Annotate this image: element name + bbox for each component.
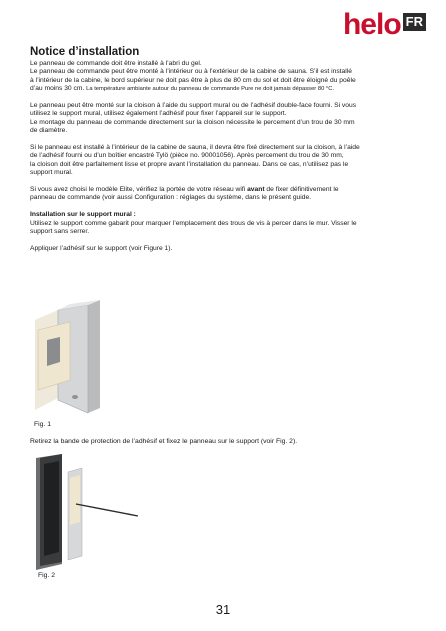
- paragraph-inside-cabin: Si le panneau est installé à l’intérieur de la cabine de sauna, il devra être fixé directement sur la cloison, à l’aide de l’adhésif fourni ou d’un boîtier encastré Tylö (pièce no. 90001056). Après percement du trou de 30 mm, la cloison doit être parfaitement lisse et propre avant l’installation du panneau. Dans ce cas, n’utilisez pas le support mural.: [30, 144, 360, 177]
- fig2-adhesive: [70, 475, 80, 525]
- temperature-note: La température ambiante autour du panneau de commande Pure ne doit jamais dépasser 80 °C.: [86, 86, 335, 93]
- main-content: [30, 46, 420, 253]
- wall-mount-text: Utilisez le support comme gabarit pour marquer l’emplacement des trous de vis à percer dans le mur. Visser le support sans serrer.: [30, 219, 357, 236]
- logo-wordmark: helo: [342, 8, 401, 41]
- fig1-bracket-side: [88, 300, 100, 413]
- helo-logo: [343, 10, 426, 40]
- fig2-screwdriver: [76, 504, 138, 516]
- figure-1-wall-bracket: [30, 300, 220, 415]
- paragraph-location: [30, 60, 420, 94]
- fig1-screw-hole: [72, 395, 78, 399]
- figure-2-panel-mounting: [30, 452, 140, 570]
- figure-2-caption: Fig. 2: [38, 572, 55, 579]
- fig1-pad-cutout: [47, 337, 60, 366]
- fig2-panel-screen: [44, 461, 59, 556]
- figure-1-caption: Fig. 1: [34, 421, 51, 428]
- step-adhesive: Appliquer l’adhésif sur le support (voir Figure 1).: [30, 244, 173, 252]
- page-heading: Notice d’installation: [30, 46, 140, 58]
- page-number: 31: [215, 602, 231, 617]
- wall-mount-heading: Installation sur le support mural :: [30, 211, 136, 219]
- paragraph-location-text: Le panneau de commande doit être installé à l’abri du gel. Le panneau de commande peut être monté à l’intérieur ou à l’extérieur de la cabine de sauna. S’il est installé à l’intérieur de la cabine, le bord supérieur ne doit pas être à plus de 80 cm du sol et doit être éloigné du poêle d’au moins 30 cm.: [30, 60, 356, 93]
- paragraph-mounting: Le panneau peut être monté sur la cloison à l’aide du support mural ou de l’adhésif double-face fourni. Si vous utilisez le support mural, utilisez également l’adhésif pour fixer l’appareil sur le support. Le montage du panneau de commande directement sur la cloison nécessite le percement d’un trou de 30 mm de diamètre.: [30, 102, 357, 135]
- language-badge: FR: [403, 13, 426, 31]
- wifi-text-after: de fixer définitivement le panneau de commande (voir aussi Configuration : réglages du système, dans le présent guide.: [30, 186, 339, 202]
- paragraph-wifi: [30, 186, 420, 203]
- wifi-text-before: Si vous avez choisi le modèle Elite, vérifiez la portée de votre réseau wifi: [30, 186, 248, 194]
- step-panel: Retirez la bande de protection de l’adhésif et fixez le panneau sur le support (voir Fig. 2).: [30, 438, 298, 445]
- wifi-text-bold: avant: [247, 186, 265, 194]
